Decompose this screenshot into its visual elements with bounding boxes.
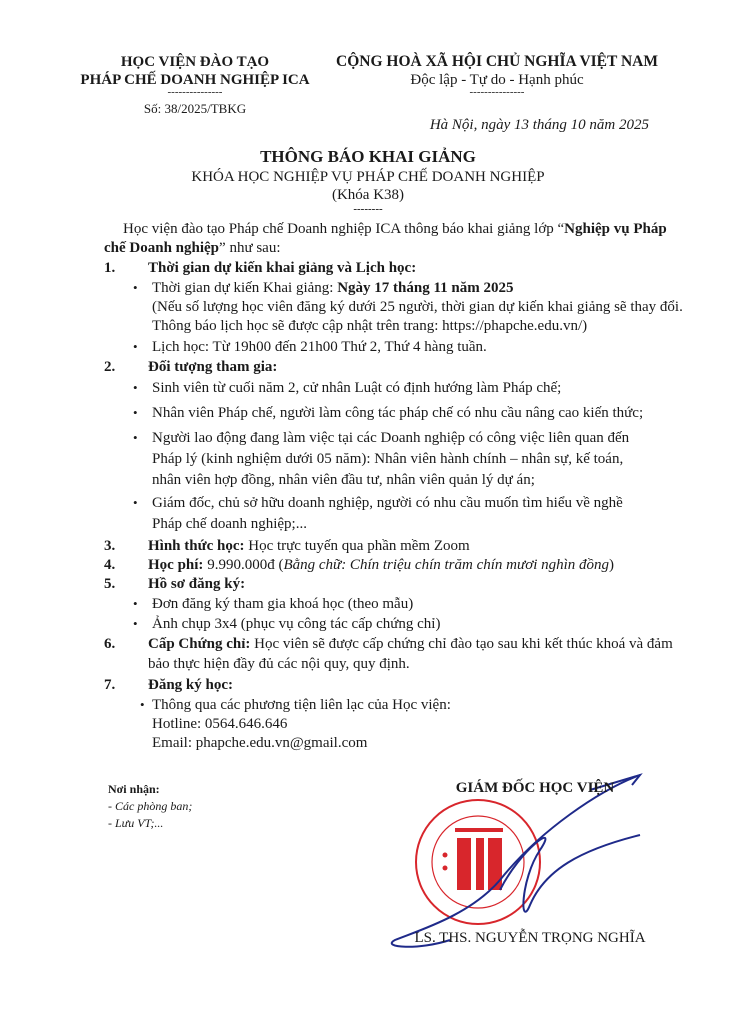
list-item: Sinh viên từ cuối năm 2, cử nhân Luật có định hướng làm Pháp chế;: [152, 380, 562, 396]
nation-title: CỘNG HOÀ XÃ HỘI CHỦ NGHĨA VIỆT NAM: [336, 53, 658, 70]
bullet-icon: •: [133, 280, 138, 295]
nation-motto: Độc lập - Tự do - Hạnh phúc: [410, 72, 584, 88]
bullet-icon: •: [133, 596, 138, 611]
bullet-icon: •: [140, 697, 145, 712]
section-heading: Cấp Chứng chỉ:: [148, 636, 251, 652]
section-number: 4.: [104, 557, 116, 573]
doc-number: Số: 38/2025/TBKG: [143, 101, 247, 116]
section-number: 5.: [104, 576, 116, 592]
bullet-icon: •: [133, 339, 138, 354]
bullet-icon: •: [133, 616, 138, 631]
section-number: 6.: [104, 636, 116, 652]
title-divider: --------: [353, 203, 383, 215]
org-name-line1: HỌC VIỆN ĐÀO TẠO: [120, 54, 270, 70]
section-heading: Hồ sơ đăng ký:: [148, 576, 246, 592]
course-code: (Khóa K38): [331, 187, 405, 203]
signatory-name: LS. THS. NGUYỄN TRỌNG NGHĨA: [414, 930, 646, 946]
label: Thời gian dự kiến Khai giảng:: [152, 280, 338, 296]
doc-title: THÔNG BÁO KHAI GIẢNG: [260, 147, 476, 166]
value: 9.990.000đ (: [203, 557, 284, 573]
recipient-item: - Lưu VT;...: [108, 816, 164, 830]
intro-text-end: ” như sau:: [219, 240, 281, 256]
section-number: 1.: [104, 260, 116, 276]
section-heading: Học phí:: [148, 557, 204, 573]
list-item: Giám đốc, chủ sở hữu doanh nghiệp, người có nhu cầu muốn tìm hiểu về nghề: [152, 495, 623, 511]
recipient-item: - Các phòng ban;: [108, 799, 193, 813]
course-name-cont: chế Doanh nghiệp: [104, 240, 220, 256]
list-item-cont: Pháp lý (kinh nghiệm dưới 05 năm): Nhân viên hành chính – nhân sự, kế toán,: [152, 451, 624, 467]
value: Học viên sẽ được cấp chứng chỉ đào tạo sau khi kết thúc khoá và đảm: [250, 636, 673, 652]
date-line: Hà Nội, ngày 13 tháng 10 năm 2025: [429, 117, 649, 133]
course-name: Nghiệp vụ Pháp: [564, 221, 667, 237]
email: Email: phapche.edu.vn@gmail.com: [152, 735, 368, 751]
list-item: Ảnh chụp 3x4 (phục vụ công tác cấp chứng chỉ): [152, 616, 441, 632]
handwritten-signature: [392, 775, 640, 947]
certificate-cont: bảo thực hiện đầy đủ các nội quy, quy định.: [148, 656, 410, 672]
list-item: Nhân viên Pháp chế, người làm công tác pháp chế có nhu cầu nâng cao kiến thức;: [152, 405, 644, 421]
section-number: 7.: [104, 677, 116, 693]
stamp-seal: [416, 800, 540, 924]
list-item: Người lao động đang làm việc tại các Doanh nghiệp có công việc liên quan đến: [152, 430, 630, 446]
section-heading: Đối tượng tham gia:: [148, 359, 278, 375]
recipients-label: Nơi nhận:: [108, 782, 160, 796]
section-heading: Thời gian dự kiến khai giảng và Lịch học:: [148, 260, 417, 276]
org-name-line2: PHÁP CHẾ DOANH NGHIỆP ICA: [80, 72, 310, 88]
paren: ): [609, 557, 615, 573]
bullet-icon: •: [133, 405, 138, 420]
section-heading: Hình thức học:: [148, 538, 245, 554]
list-item: Đơn đăng ký tham gia khoá học (theo mẫu): [152, 596, 414, 612]
list-item-cont: Pháp chế doanh nghiệp;...: [152, 516, 307, 532]
bullet-icon: •: [133, 430, 138, 445]
note-line: Thông báo lịch học sẽ được cập nhật trên trang: https://phapche.edu.vn/): [152, 318, 588, 334]
value: Học trực tuyến qua phần mềm Zoom: [244, 538, 470, 554]
note-line: (Nếu số lượng học viên đăng ký dưới 25 người, thời gian dự kiến khai giảng sẽ thay đổi.: [152, 299, 683, 315]
intro-text: Học viện đào tạo Pháp chế Doanh nghiệp ICA thông báo khai giảng lớp “: [123, 221, 565, 237]
section-number: 3.: [104, 538, 116, 554]
list-item-cont: nhân viên hợp đồng, nhân viên đầu tư, nhân viên quản lý dự án;: [152, 472, 535, 488]
doc-subtitle: KHÓA HỌC NGHIỆP VỤ PHÁP CHẾ DOANH NGHIỆP: [191, 169, 545, 185]
right-divider: ---------------: [469, 86, 525, 98]
section-heading: Đăng ký học:: [148, 677, 234, 693]
schedule: Lịch học: Từ 19h00 đến 21h00 Thứ 2, Thứ 4 hàng tuần.: [152, 339, 487, 355]
signatory-title: GIÁM ĐỐC HỌC VIỆN: [455, 780, 615, 796]
left-divider: ---------------: [167, 86, 223, 98]
hotline: Hotline: 0564.646.646: [152, 716, 288, 732]
start-date-value: Ngày 17 tháng 11 năm 2025: [337, 280, 514, 296]
section-number: 2.: [104, 359, 116, 375]
bullet-icon: •: [133, 495, 138, 510]
bullet-icon: •: [133, 380, 138, 395]
amount-in-words: Bằng chữ: Chín triệu chín trăm chín mươi nghìn đồng: [283, 557, 610, 573]
list-item: Thông qua các phương tiện liên lạc của Học viện:: [152, 697, 451, 713]
